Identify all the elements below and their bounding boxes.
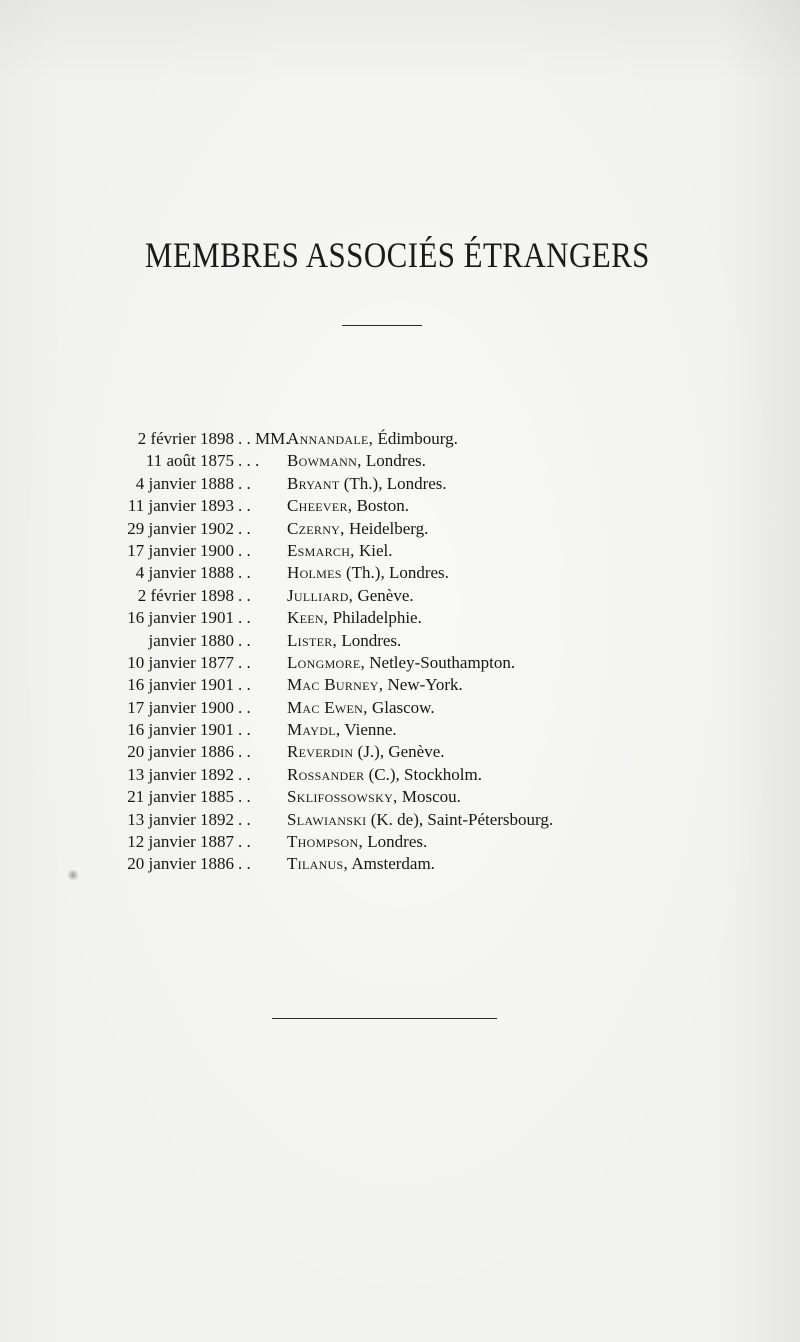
member-entry xyxy=(287,585,414,607)
member-details: (J.), Genève. xyxy=(353,742,445,762)
member-entry xyxy=(287,697,435,719)
member-name: Czerny, xyxy=(287,518,345,538)
member-entry xyxy=(287,495,409,517)
member-name: Maydl, xyxy=(287,720,341,740)
member-details: (Th.), Londres. xyxy=(339,473,447,493)
election-date: 16 janvier 1901 xyxy=(127,608,234,628)
list-item xyxy=(0,607,800,629)
member-details: New-York. xyxy=(383,675,463,695)
member-details: Heidelberg. xyxy=(344,518,429,538)
election-date: 4 janvier 1888 xyxy=(135,563,234,583)
leader-dots: . . xyxy=(238,832,251,852)
member-name: Rossander xyxy=(287,764,365,784)
election-date: 16 janvier 1901 xyxy=(127,720,234,740)
leader-dots: . . xyxy=(238,787,251,807)
list-item xyxy=(0,674,800,696)
member-details: Netley-Southampton. xyxy=(365,652,516,672)
election-date: 2 février 1898 xyxy=(137,429,234,448)
list-item xyxy=(0,428,800,450)
member-details: Glascow. xyxy=(367,697,435,717)
members-list xyxy=(0,428,800,876)
member-entry xyxy=(287,719,397,741)
member-details: Vienne. xyxy=(340,720,397,740)
leader-dots: . . xyxy=(238,429,251,448)
list-item xyxy=(0,831,800,853)
list-item xyxy=(0,495,800,517)
leader-dots: . . xyxy=(238,720,251,740)
leader-dots: . . xyxy=(238,585,251,605)
member-name: Tilanus, xyxy=(287,854,349,874)
list-item xyxy=(0,652,800,674)
ink-speck xyxy=(66,870,80,880)
leader-dots: . . xyxy=(238,518,251,538)
member-name: Thompson, xyxy=(287,832,364,852)
election-date: 10 janvier 1877 xyxy=(127,652,234,672)
list-item xyxy=(0,764,800,786)
member-details: Genève. xyxy=(353,585,414,605)
member-entry xyxy=(287,630,401,652)
leader-dots: . . xyxy=(238,764,251,784)
member-name: Sklifossowsky, xyxy=(287,787,398,807)
list-item xyxy=(0,719,800,741)
member-name: Keen, xyxy=(287,608,329,628)
member-entry xyxy=(287,786,461,808)
list-item xyxy=(0,450,800,472)
list-item xyxy=(0,562,800,584)
election-date: 12 janvier 1887 xyxy=(127,832,234,852)
list-item xyxy=(0,786,800,808)
leader-dots: . . xyxy=(238,496,251,516)
member-details: Philadelphie. xyxy=(328,608,422,628)
election-date: 20 janvier 1886 xyxy=(127,854,234,874)
member-name: Slawianski xyxy=(287,809,367,829)
member-name: Cheever, xyxy=(287,496,353,516)
list-item xyxy=(0,809,800,831)
leader-dots: . . xyxy=(238,608,251,628)
member-details: Londres. xyxy=(337,630,402,650)
leader-dots: . . xyxy=(238,697,251,717)
list-item xyxy=(0,540,800,562)
member-name: Lister, xyxy=(287,630,338,650)
member-details: Londres. xyxy=(361,451,426,471)
member-entry xyxy=(287,450,426,472)
member-name: Mac Burney, xyxy=(287,675,384,695)
member-entry xyxy=(287,831,427,853)
bottom-divider xyxy=(272,1018,497,1019)
member-entry xyxy=(287,540,393,562)
election-date: 2 février 1898 xyxy=(137,585,234,605)
member-name: Bryant xyxy=(287,473,340,493)
member-entry xyxy=(287,562,449,584)
leader-dots: . . xyxy=(238,473,251,493)
member-entry xyxy=(287,518,428,540)
member-name: Esmarch, xyxy=(287,540,355,560)
member-name: Holmes xyxy=(287,563,342,583)
leader-dots: . . xyxy=(238,742,251,762)
top-divider xyxy=(342,325,422,326)
election-date: 17 janvier 1900 xyxy=(127,697,234,717)
leader-dots: . . xyxy=(238,630,251,650)
list-item xyxy=(0,473,800,495)
election-date: 21 janvier 1885 xyxy=(127,787,234,807)
election-date: 11 août 1875 xyxy=(145,451,234,471)
member-entry xyxy=(287,764,482,786)
member-name: Mac Ewen, xyxy=(287,697,368,717)
leader-dots: . . xyxy=(238,563,251,583)
leader-dots: . . xyxy=(238,652,251,672)
election-date: janvier 1880 xyxy=(148,630,234,650)
member-name: Longmore, xyxy=(287,652,366,672)
election-date: 11 janvier 1893 xyxy=(127,496,234,516)
leader-dots: . . xyxy=(238,854,251,874)
list-item xyxy=(0,630,800,652)
member-name: Reverdin xyxy=(287,742,354,762)
leader-dots: . . xyxy=(238,675,251,695)
election-date: 4 janvier 1888 xyxy=(135,473,234,493)
page-title: MEMBRES ASSOCIÉS ÉTRANGERS xyxy=(144,235,650,275)
member-entry xyxy=(287,652,515,674)
leader-dots: . . xyxy=(238,540,251,560)
election-date: 13 janvier 1892 xyxy=(127,764,234,784)
leader-dots: . . xyxy=(238,809,251,829)
member-entry xyxy=(287,607,422,629)
list-item xyxy=(0,518,800,540)
member-details: Kiel. xyxy=(354,540,393,560)
member-details: Boston. xyxy=(352,496,410,516)
member-name: Annandale, xyxy=(287,429,374,448)
list-item xyxy=(0,585,800,607)
member-entry xyxy=(287,809,553,831)
member-details: (Th.), Londres. xyxy=(341,563,449,583)
member-details: Amsterdam. xyxy=(348,854,435,874)
member-details: (C.), Stockholm. xyxy=(364,764,482,784)
member-entry xyxy=(287,674,463,696)
member-details: Édimbourg. xyxy=(373,429,458,448)
member-entry xyxy=(287,473,447,495)
list-item xyxy=(0,853,800,875)
election-date: 13 janvier 1892 xyxy=(127,809,234,829)
member-name: Julliard, xyxy=(287,585,354,605)
election-date: 17 janvier 1900 xyxy=(127,540,234,560)
list-item xyxy=(0,697,800,719)
leader-dots: . . . xyxy=(238,451,260,471)
honorific: MM. xyxy=(255,429,290,448)
member-entry xyxy=(287,741,445,763)
member-entry xyxy=(287,428,458,450)
election-date: 16 janvier 1901 xyxy=(127,675,234,695)
member-entry xyxy=(287,853,435,875)
election-date: 29 janvier 1902 xyxy=(127,518,234,538)
member-details: Londres. xyxy=(363,832,428,852)
member-name: Bowmann, xyxy=(287,451,362,471)
member-details: Moscou. xyxy=(397,787,461,807)
member-details: (K. de), Saint-Pétersbourg. xyxy=(366,809,554,829)
election-date: 20 janvier 1886 xyxy=(127,742,234,762)
list-item xyxy=(0,741,800,763)
